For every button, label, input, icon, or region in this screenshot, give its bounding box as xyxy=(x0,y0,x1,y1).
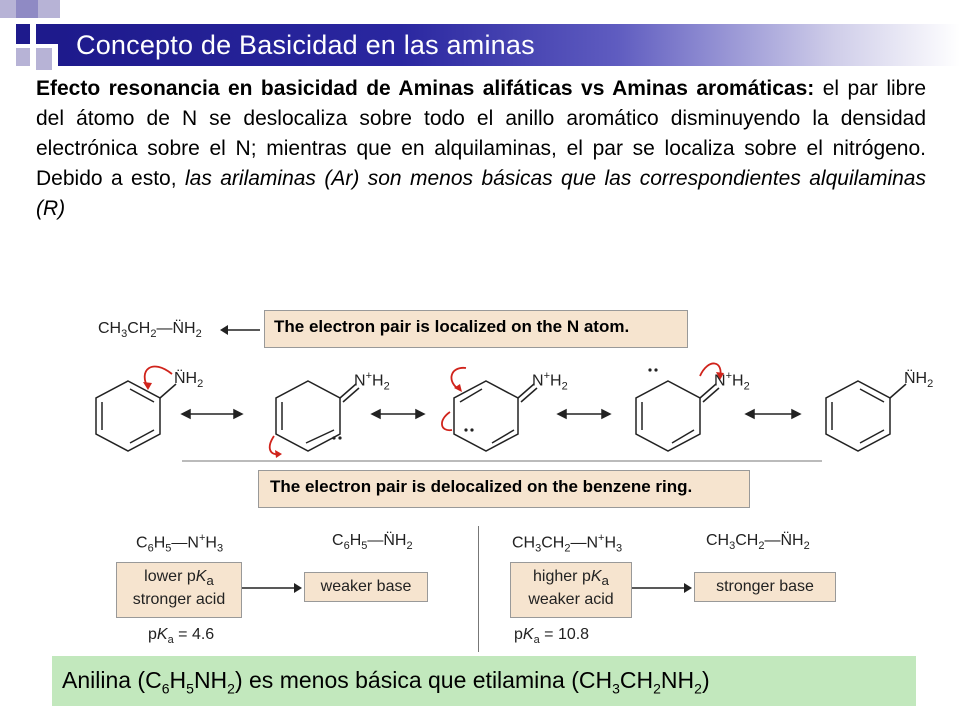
ethylamine-formula: $CH_3CH_2—N̈H_2$ xyxy=(98,320,202,341)
body-main-text: el par libre del átomo de N se deslocaliza sobre todo el anillo aromático disminuyendo la densidad electrónica sobre el N; mientras que en alquilaminas, el par se localiza sobre el nitrógeno. Debido a esto, xyxy=(36,77,927,190)
decor-square xyxy=(38,0,60,18)
decor-square xyxy=(36,24,58,44)
decor-square xyxy=(0,0,16,18)
ethylamine-pka: $pK_a = 10.8$ xyxy=(514,626,590,647)
aniline-nh2-label: $N̈H_2$ xyxy=(174,370,204,391)
higher-pka-line: higher $pK_a$ xyxy=(533,568,609,589)
body-bold-lead: Efecto resonancia en basicidad de Aminas alifáticas vs Aminas aromáticas: xyxy=(36,77,815,100)
lower-pka-line: lower $pK_a$ xyxy=(144,568,214,589)
ethylamine-formula-lower: $CH_3CH_2—N̈H_2$ xyxy=(706,532,810,553)
slide-title: Concepto de Basicidad en las aminas xyxy=(76,30,535,60)
higher-pka-box xyxy=(510,562,632,618)
decor-square xyxy=(16,0,38,18)
ethylammonium-formula: $CH_3CH_2—N^+H_3$ xyxy=(512,532,623,555)
aniline-resonance-structures xyxy=(90,356,950,466)
decor-square xyxy=(16,48,30,66)
localized-label: The electron pair is localized on the N atom. xyxy=(274,317,630,336)
body-paragraph xyxy=(36,74,926,224)
decor-square xyxy=(36,48,52,70)
arrow-icon xyxy=(630,578,694,598)
stronger-base-box xyxy=(694,572,836,602)
footer-conclusion: Anilina $(C_6H_5NH_2)$ es menos básica que etilamina $(CH_3CH_2NH_2)$ xyxy=(62,667,710,697)
anilinium-formula: $C_6H_5—N^+H_3$ xyxy=(136,532,224,555)
stronger-base-label: stronger base xyxy=(716,578,814,595)
aniline-formula: $C_6H_5—N̈H_2$ xyxy=(332,532,413,553)
iminium-nh2-label: $N^+H_2$ xyxy=(714,370,750,393)
resonance-figure xyxy=(90,300,950,660)
aniline-pka: $pK_a = 4.6$ xyxy=(148,626,215,647)
weaker-acid-line: weaker acid xyxy=(528,591,614,609)
vertical-divider xyxy=(478,526,479,652)
aniline-nh2-label: $N̈H_2$ xyxy=(904,370,934,391)
weaker-base-label: weaker base xyxy=(320,578,412,595)
delocalized-label: The electron pair is delocalized on the benzene ring. xyxy=(270,477,693,496)
iminium-nh2-label: $N^+H_2$ xyxy=(532,370,568,393)
decor-square xyxy=(16,24,30,44)
body-italic-conclusion: las arilaminas (Ar) son menos básicas que las correspondientes alquilaminas (R) xyxy=(36,167,926,220)
arrow-icon xyxy=(218,320,262,340)
weaker-base-box xyxy=(304,572,428,602)
lower-pka-box xyxy=(116,562,242,618)
divider xyxy=(182,460,822,462)
stronger-acid-line: stronger acid xyxy=(132,591,226,609)
arrow-icon xyxy=(240,578,304,598)
iminium-nh2-label: $N^+H_2$ xyxy=(354,370,390,393)
